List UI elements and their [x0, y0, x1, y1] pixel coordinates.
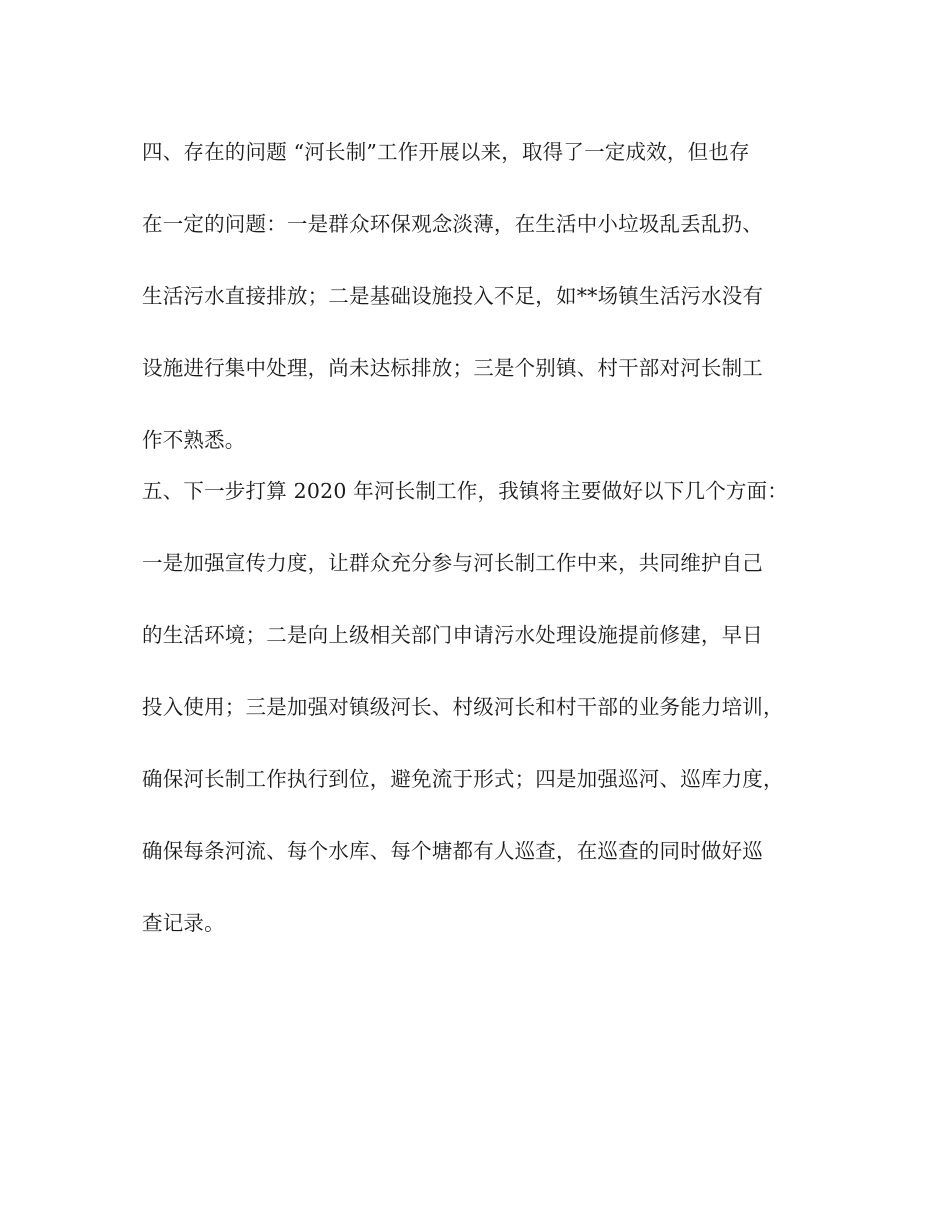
- paragraph-problems: [142, 116, 812, 476]
- paragraph-line: 确保每条河流、每个水库、每个塘都有人巡查，在巡查的同时做好巡: [142, 839, 763, 863]
- paragraph-line: 投入使用；三是加强对镇级河长、村级河长和村干部的业务能力培训，: [142, 695, 784, 719]
- document-body: [142, 116, 812, 959]
- paragraph-line: 作不熟悉。: [142, 428, 246, 452]
- paragraph-next-steps: [142, 455, 812, 959]
- paragraph-line: 设施进行集中处理，尚未达标排放；三是个别镇、村干部对河长制工: [142, 356, 763, 380]
- paragraph-line: 的生活环境；二是向上级相关部门申请污水处理设施提前修建，早日: [142, 623, 763, 647]
- paragraph-line: 查记录。: [142, 911, 225, 935]
- paragraph-line: 一是加强宣传力度，让群众充分参与河长制工作中来，共同维护自己: [142, 551, 763, 575]
- paragraph-line: 五、下一步打算 2020 年河长制工作，我镇将主要做好以下几个方面：: [142, 479, 789, 503]
- paragraph-line: 在一定的问题：一是群众环保观念淡薄，在生活中小垃圾乱丢乱扔、: [142, 212, 763, 236]
- paragraph-line: 确保河长制工作执行到位，避免流于形式；四是加强巡河、巡库力度，: [142, 767, 784, 791]
- paragraph-line: 生活污水直接排放；二是基础设施投入不足，如**场镇生活污水没有: [142, 284, 764, 308]
- paragraph-line: 四、存在的问题 “河长制”工作开展以来，取得了一定成效，但也存: [142, 140, 750, 164]
